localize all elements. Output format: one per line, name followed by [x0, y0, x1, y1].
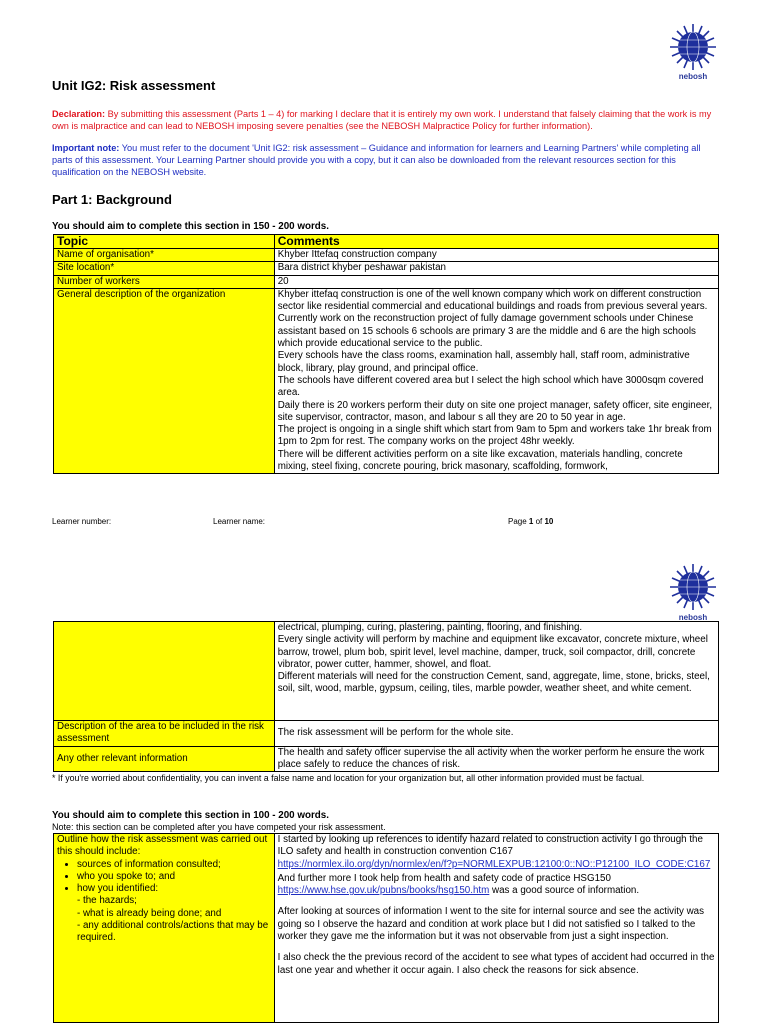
outline-instructions — [54, 834, 275, 1023]
learner-number-label: Learner number: — [52, 517, 112, 526]
confidentiality-footnote: * If you're worried about confidentiality, you can invent a false name and location for your organization but, all other information provided must be factual. — [52, 773, 645, 783]
page-current: 1 — [528, 517, 534, 526]
list-item: • how you identified: — [77, 883, 271, 895]
nebosh-logo-text: nebosh — [678, 613, 708, 622]
page-prefix: Page — [508, 517, 529, 526]
word-count-guidance: You should aim to complete this section in 150 - 200 words. — [52, 221, 329, 232]
background-table — [53, 234, 719, 474]
learner-name-label: Learner name: — [213, 517, 266, 526]
topic-header: Topic — [54, 235, 275, 249]
word-count-guidance: You should aim to complete this section in 100 - 200 words. — [52, 810, 329, 821]
topic-cell: Number of workers — [54, 275, 275, 288]
declaration-text: By submitting this assessment (Parts 1 – 4) for marking I declare that it is entirely my own work. I understand that falsely claiming that the work is my own is malpractice and can lead to NEBOSH imposing severe penalties (see the NEBOSH Malpractice Policy for further information). — [52, 109, 712, 131]
answer-paragraph: I also check the the previous record of the accident to see what types of accident had occurred in the last one year and whether it occur again. I also check the reasons for sick absence. — [277, 952, 715, 976]
comment-cell[interactable]: The health and safety officer supervise the all activity when the worker perform he ensure the work place safely to reduce the chances of risk. — [274, 746, 718, 772]
ilo-link[interactable]: https://normlex.ilo.org/dyn/normlex/en/f?p=NORMLEXPUB:12100:0::NO::P12100_ILO_CODE:C167 — [277, 858, 711, 870]
list-item: • sources of information consulted; — [77, 859, 271, 871]
page-total: 10 — [544, 517, 554, 526]
comment-cell[interactable]: 20 — [274, 275, 718, 288]
nebosh-logo-globe — [668, 22, 718, 72]
table-row — [54, 262, 719, 275]
topic-cell: Site location* — [54, 262, 275, 275]
page-number — [508, 517, 553, 526]
topic-cell: General description of the organization — [54, 288, 275, 473]
declaration-label: Declaration: — [52, 109, 106, 119]
part-heading: Part 1: Background — [52, 192, 172, 207]
comment-cell[interactable]: Khyber Ittefaq construction company — [274, 249, 718, 262]
page-of: of — [533, 517, 545, 526]
nebosh-logo-globe — [668, 562, 718, 612]
topic-cell: Name of organisation* — [54, 249, 275, 262]
topic-cell: Any other relevant information — [54, 746, 275, 772]
declaration-paragraph — [52, 108, 722, 132]
answer-text: was a good source of information. — [489, 885, 640, 897]
important-note-paragraph — [52, 142, 722, 178]
answer-paragraph — [278, 885, 715, 897]
table-row — [54, 746, 719, 772]
methodology-table — [53, 833, 719, 1023]
comment-cell[interactable]: Khyber ittefaq construction is one of the well known company which work on different construction sector like residential commercial and educational buildings and roads from previous several years. Currently work on the reconstruction project of fully damage government schools under Chinese assistant based on 15 schools 6 schools are primary 3 are the middle and 6 are the high schools which provide educational service to the public. Every schools have the class rooms, examination hall, assembly hall, staff room, administrative block, library, play ground, and principal office. The schools have different covered area but I select the high school which have 3000sqm covered area. Daily there is 20 workers perform their duty on site one project manager, safety officer, site engineer, site supervisor, contractor, mason, and labour s all they are 20 to 50 year in age. The project is ongoing in a single shift which start from 9am to 5pm and workers take 1hr break from 1pm to 2pm for rest. The company works on the project 48hr weekly. There will be different activities perform on a site like excavation, materials handling, concrete mixing, steel fixing, concrete pouring, brick masonary, scaffolding, formwork, — [274, 288, 718, 473]
methodology-answer[interactable] — [274, 834, 718, 1023]
comment-cell[interactable]: The risk assessment will be perform for the whole site. — [274, 721, 718, 747]
topic-cell: Description of the area to be included in the risk assessment — [54, 721, 275, 747]
table-row — [54, 721, 719, 747]
important-note-label: Important note: — [52, 143, 120, 153]
answer-paragraph: I started by looking up references to identify hazard related to construction activity I go through the ILO safety and health in construction convention C167 — [277, 834, 703, 858]
comment-cell[interactable]: Bara district khyber peshawar pakistan — [274, 262, 718, 275]
list-item: • who you spoke to; and — [77, 871, 271, 883]
outline-intro: Outline how the risk assessment was carried out this should include: — [57, 834, 268, 858]
topic-cell-continued — [54, 622, 275, 721]
background-table-continued — [53, 621, 719, 772]
completion-note: Note: this section can be completed after you have competed your risk assessment. — [52, 822, 386, 832]
answer-paragraph: And further more I took help from health and safety code of practice HSG150 — [277, 872, 611, 884]
table-row — [54, 249, 719, 262]
nebosh-logo-text: nebosh — [678, 72, 708, 81]
table-row — [54, 288, 719, 473]
list-item: - any additional controls/actions that may be required. — [77, 920, 269, 944]
comment-cell[interactable]: electrical, plumping, curing, plastering, painting, flooring, and finishing. Every single activity will perform by machine and equipment like excavator, concrete mixture, wheel barrow, trowel, plum bob, spirit level, level machine, damper, truck, soil compactor, drill, concrete vibrator, power cutter, hammer, showel, and float. Different materials will need for the construction Cement, sand, aggregate, lime, stone, bricks, steel, soil, silt, wood, marble, gypsum, ceiling, tiles, marble powder, weather sheet, and white cement. — [274, 622, 718, 721]
answer-paragraph: After looking at sources of information I went to the site for internal source and see the activity was going so I observe the hazard and condition at work place but I did not satisfied so I talked to the worker they gave me the information but it was not observable from just a sight inspection. — [277, 906, 705, 943]
table-row — [54, 275, 719, 288]
page-title: Unit IG2: Risk assessment — [52, 78, 216, 93]
table-row — [54, 834, 719, 1023]
comments-header: Comments — [274, 235, 718, 249]
important-note-text: You must refer to the document 'Unit IG2: risk assessment – Guidance and information for learners and Learning Partners' while completing all parts of this assessment. Your Learning Partner should provide you with a copy, but it can also be downloaded from the relevant resources section for this qualification on the NEBOSH website. — [52, 143, 701, 177]
table-row — [54, 622, 719, 721]
hse-link[interactable]: https://www.hse.gov.uk/pubns/books/hsg150.htm — [277, 885, 490, 897]
list-item: - the hazards; — [77, 895, 137, 907]
list-item: - what is already being done; and — [77, 907, 222, 919]
